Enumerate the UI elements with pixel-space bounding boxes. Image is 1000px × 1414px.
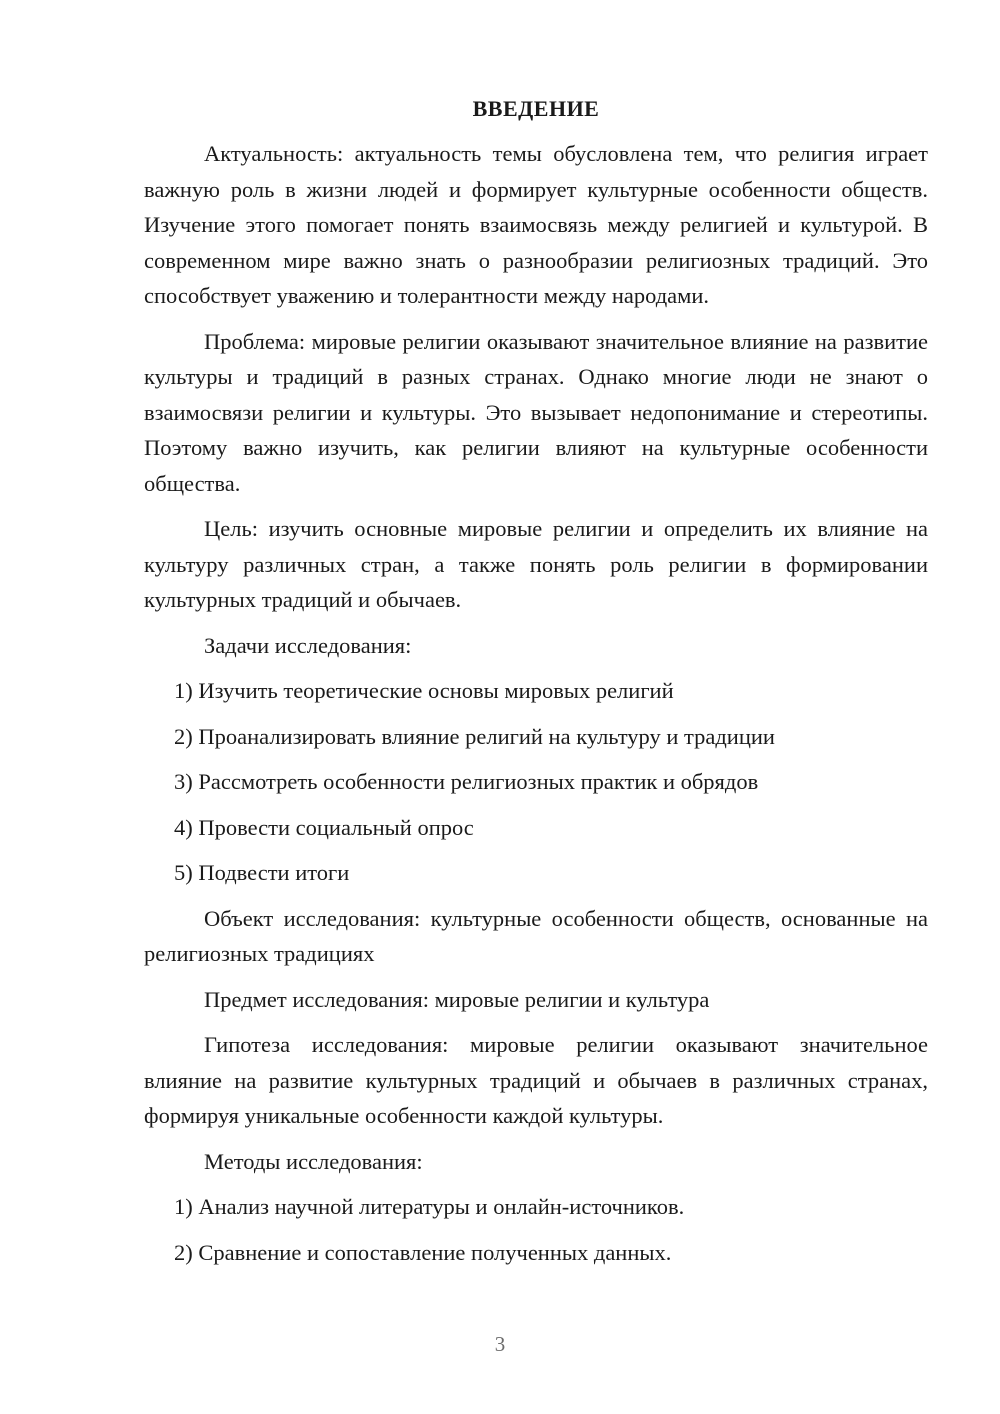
subject-paragraph: Предмет исследования: мировые религии и культура — [204, 986, 710, 1012]
page-number: 3 — [494, 1332, 506, 1356]
task-item: 4) Провести социальный опрос — [174, 814, 474, 840]
method-item: 2) Сравнение и сопоставление полученных данных. — [174, 1239, 672, 1265]
task-item: 5) Подвести итоги — [174, 860, 350, 885]
relevance-paragraph: Актуальность: актуальность темы обусловлена тем, что религия играет важную роль в жизни людей и формирует культурные особенности обществ. Изучение этого помогает понять взаимосвязь между религией и культурой. В современном мире важно знать о разнообразии религиозных традиций. Это способствует уважению и толерантности между народами. — [144, 141, 928, 308]
task-item: 3) Рассмотреть особенности религиозных практик и обрядов — [174, 769, 759, 794]
task-item: 2) Проанализировать влияние религий на культуру и традиции — [174, 723, 775, 749]
tasks-title: Задачи исследования: — [204, 632, 412, 658]
hypothesis-paragraph: Гипотеза исследования: мировые религии оказывают значительное влияние на развитие культурных традиций и обычаев в различных странах, формируя уникальные особенности каждой культуры. — [144, 1032, 928, 1128]
method-item: 1) Анализ научной литературы и онлайн-источников. — [174, 1194, 685, 1219]
goal-paragraph: Цель: изучить основные мировые религии и определить их влияние на культуру различных стран, а также понять роль религии в формировании культурных традиций и обычаев. — [144, 516, 928, 612]
section-heading: ВВЕДЕНИЕ — [472, 96, 600, 121]
task-item: 1) Изучить теоретические основы мировых религий — [174, 678, 674, 703]
methods-title: Методы исследования: — [204, 1148, 423, 1174]
problem-paragraph: Проблема: мировые религии оказывают значительное влияние на развитие культуры и традиций в разных странах. Однако многие люди не знают о взаимосвязи религии и культуры. Это вызывает недопонимание и стереотипы. Поэтому важно изучить, как религии влияют на культурные особенности общества. — [144, 328, 928, 496]
object-paragraph: Объект исследования: культурные особенности обществ, основанные на религиозных традициях — [144, 905, 928, 966]
